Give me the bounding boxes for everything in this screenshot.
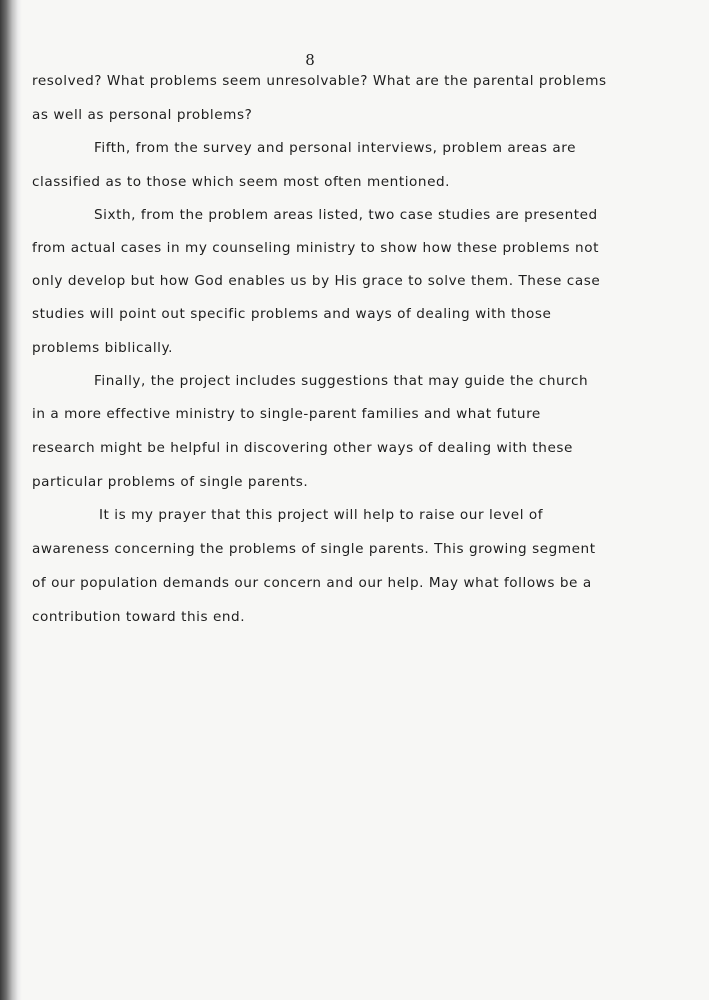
text-line: Fifth, from the survey and personal interviews, problem areas are xyxy=(94,140,577,156)
text-line: awareness concerning the problems of single parents. This growing segment xyxy=(32,541,596,557)
text-line: of our population demands our concern and our help. May what follows be a xyxy=(32,575,592,591)
text-line: It is my prayer that this project will help to raise our level of xyxy=(99,507,544,523)
text-line: Finally, the project includes suggestions that may guide the church xyxy=(94,373,589,389)
page-number: 8 xyxy=(305,51,315,69)
text-line: research might be helpful in discovering other ways of dealing with these xyxy=(32,440,573,456)
text-line: only develop but how God enables us by His grace to solve them. These case xyxy=(32,273,601,289)
text-line: as well as personal problems? xyxy=(32,107,253,123)
text-line: from actual cases in my counseling ministry to show how these problems not xyxy=(32,240,599,256)
text-line: in a more effective ministry to single-parent families and what future xyxy=(32,406,541,422)
text-line: contribution toward this end. xyxy=(32,609,246,625)
text-line: Sixth, from the problem areas listed, two case studies are presented xyxy=(94,207,598,223)
text-line: resolved? What problems seem unresolvable? What are the parental problems xyxy=(32,73,607,89)
text-line: classified as to those which seem most often mentioned. xyxy=(32,174,451,190)
page-shadow-edge xyxy=(0,0,22,1000)
text-line: particular problems of single parents. xyxy=(32,474,309,490)
text-line: studies will point out specific problems and ways of dealing with those xyxy=(32,306,552,322)
text-line: problems biblically. xyxy=(32,340,174,356)
